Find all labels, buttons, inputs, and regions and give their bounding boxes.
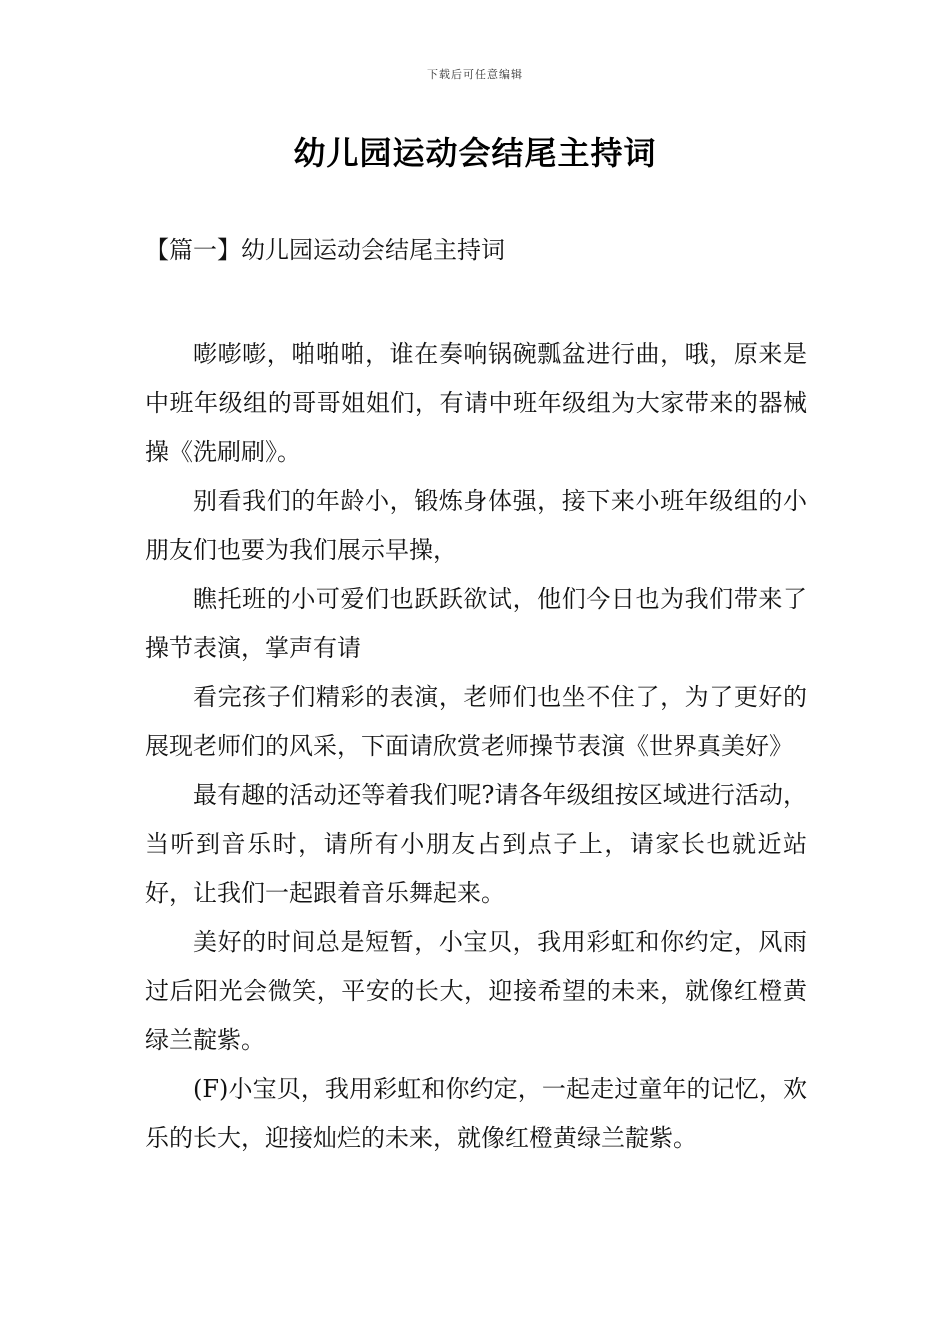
paragraph-1: 嘭嘭嘭，啪啪啪，谁在奏响锅碗瓢盆进行曲，哦，原来是中班年级组的哥哥姐姐们，有请中班年级组为大家带来的器械操《洗刷刷》。 — [145, 340, 807, 466]
paragraph-2: 别看我们的年龄小，锻炼身体强，接下来小班年级组的小朋友们也要为我们展示早操， — [145, 487, 807, 564]
header-note: 下载后可任意编辑 — [427, 68, 523, 81]
paragraph-6: 美好的时间总是短暂，小宝贝，我用彩虹和你约定，风雨过后阳光会微笑，平安的长大，迎接希望的未来，就像红橙黄绿兰靛紫。 — [145, 928, 807, 1054]
document-title: 幼儿园运动会结尾主持词 — [293, 134, 657, 172]
paragraph-5: 最有趣的活动还等着我们呢?请各年级组按区域进行活动，当听到音乐时，请所有小朋友占到点子上，请家长也就近站好，让我们一起跟着音乐舞起来。 — [145, 781, 807, 907]
paragraph-4: 看完孩子们精彩的表演，老师们也坐不住了，为了更好的展现老师们的风采，下面请欣赏老师操节表演《世界真美好》 — [145, 683, 807, 760]
body-text — [145, 330, 807, 1163]
section-heading: 【篇一】幼儿园运动会结尾主持词 — [145, 236, 505, 264]
paragraph-7: (F)小宝贝，我用彩虹和你约定，一起走过童年的记忆，欢乐的长大，迎接灿烂的未来，就像红橙黄绿兰靛紫。 — [145, 1075, 807, 1152]
paragraph-3: 瞧托班的小可爱们也跃跃欲试，他们今日也为我们带来了操节表演，掌声有请 — [145, 585, 807, 662]
